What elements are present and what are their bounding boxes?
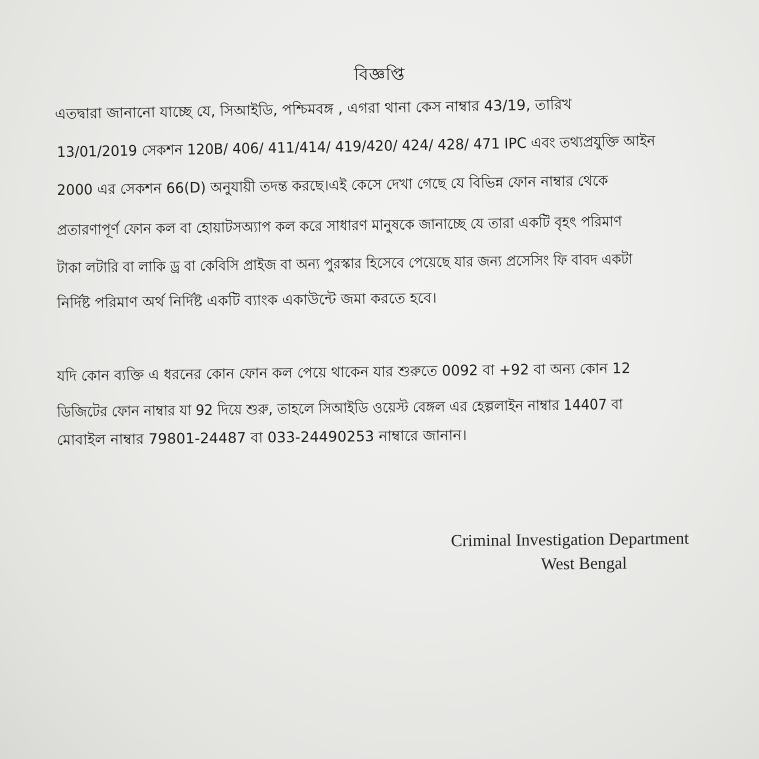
notice-title: বিজ্ঞপ্তি	[354, 65, 405, 85]
paragraph2-line-3: মোবাইল নাম্বার 79801-24487 বা 033-24490253 নাম্বারে জানান।	[56, 427, 467, 449]
signature-department: Criminal Investigation Department	[450, 528, 690, 551]
paragraph1-line-5: টাকা লটারি বা লাকি ড্র বা কেবিসি প্রাইজ বা অন্য পুরস্কার হিসেবে পেয়েছে যার জন্য প্রসেসিং ফি বাবদ একটা	[56, 251, 633, 277]
paragraph2-line-1: যদি কোন ব্যক্তি এ ধরনের কোন ফোন কল পেয়ে থাকেন যার শুরুতে 0092 বা +92 বা অন্য কোন 12	[56, 360, 631, 385]
signature-state: West Bengal	[540, 553, 628, 574]
paragraph1-line-2: 13/01/2019 সেকশন 120B/ 406/ 411/414/ 419/420/ 424/ 428/ 471 IPC এবং তথ্যপ্রযুক্তি আইন	[56, 133, 656, 161]
paragraph1-line-4: প্রতারণাপূর্ণ ফোন কল বা হোয়াটসঅ্যাপ কল করে সাধারণ মানুষকে জানাচ্ছে যে তারা একটি বৃহৎ পরিমাণ	[56, 214, 622, 239]
paragraph1-line-3: 2000 এর সেকশন 66(D) অনুযায়ী তদন্ত করছে।এই কেসে দেখা গেছে যে বিভিন্ন ফোন নাম্বার থেকে	[56, 173, 609, 199]
paragraph1-line-6: নির্দিষ্ট পরিমাণ অর্থ নির্দিষ্ট একটি ব্যাংক একাউন্টে জমা করতে হবে।	[56, 290, 437, 312]
paragraph2-line-2: ডিজিটের ফোন নাম্বার যা 92 দিয়ে শুরু, তাহলে সিআইডি ওয়েস্ট বেঙ্গল এর হেল্পলাইন নাম্বার 14407 বা	[56, 397, 623, 421]
paragraph1-line-1: এতদ্বারা জানানো যাচ্ছে যে, সিআইডি, পশ্চিমবঙ্গ , এগরা থানা কেস নাম্বার 43/19, তারিখ	[54, 97, 572, 123]
